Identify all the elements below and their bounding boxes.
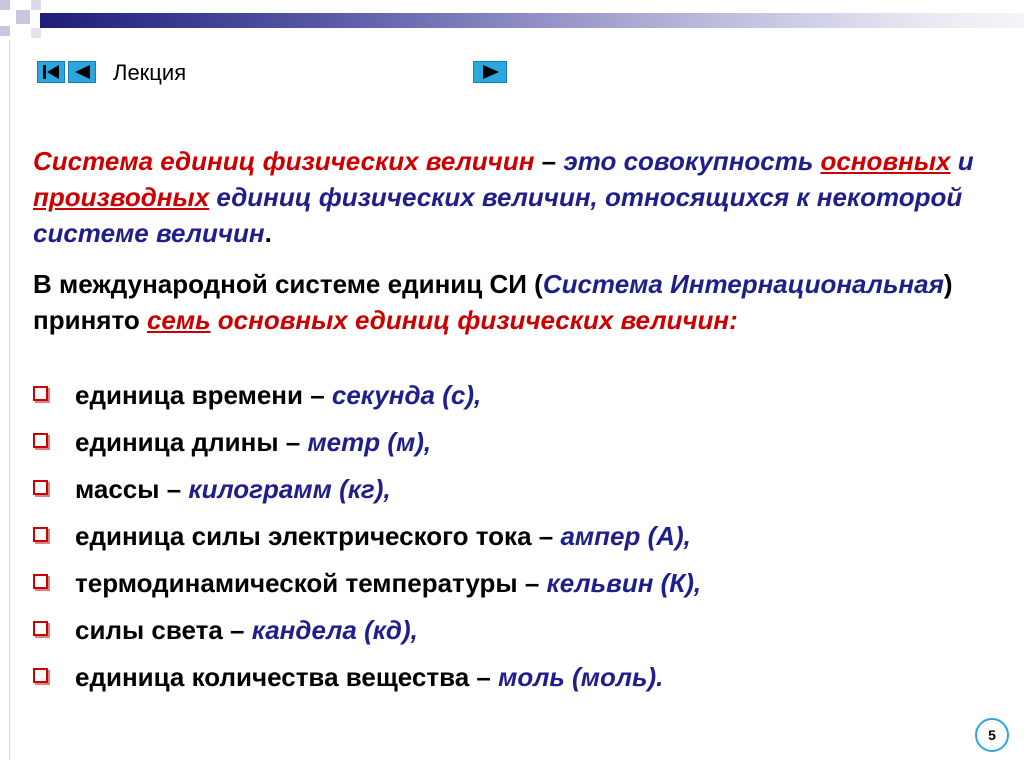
decor-square (0, 0, 10, 10)
checkbox-bullet-icon (33, 527, 48, 542)
list-item (33, 424, 701, 471)
si-text: ) принято (33, 269, 953, 335)
unit-name: кельвин (К), (546, 568, 702, 598)
lecture-label: Лекция (113, 60, 187, 85)
definition-term: Система единиц физических величин (33, 146, 535, 176)
unit-label: термодинамической температуры – (75, 568, 547, 598)
decor-square (0, 26, 10, 36)
definition-text: единиц физических величин, относящихся к некоторой системе величин (33, 182, 963, 248)
header-gradient-bar (40, 13, 1024, 28)
unit-name: метр (м), (307, 427, 432, 457)
definition-text: это совокупность (563, 146, 821, 176)
list-item (33, 377, 701, 424)
si-seven: семь (146, 305, 211, 335)
unit-name: ампер (А), (560, 521, 691, 551)
unit-label: единица силы электрического тока – (75, 521, 561, 551)
list-item (33, 471, 701, 518)
first-page-button[interactable] (37, 61, 65, 83)
checkbox-bullet-icon (33, 386, 48, 401)
definition-dot: . (264, 218, 272, 248)
unit-label: единица времени – (75, 380, 332, 410)
checkbox-bullet-icon (33, 668, 48, 683)
unit-label: силы света – (75, 615, 252, 645)
prev-page-button[interactable] (68, 61, 96, 83)
unit-label: единица количества вещества – (75, 662, 499, 692)
prev-page-icon (69, 62, 95, 82)
left-divider-line (9, 40, 10, 760)
checkbox-bullet-icon (33, 621, 48, 636)
first-page-icon (38, 62, 64, 82)
definition-basic: основных (820, 146, 951, 176)
unit-label: единица длины – (75, 427, 308, 457)
list-item (33, 518, 701, 565)
page-number-badge: 5 (975, 718, 1009, 752)
si-text: В международной системе единиц СИ ( (33, 269, 543, 299)
unit-name: кандела (кд), (251, 615, 418, 645)
checkbox-bullet-icon (33, 480, 48, 495)
unit-label: массы – (75, 474, 189, 504)
decor-square (31, 0, 41, 10)
si-units-list (33, 377, 701, 706)
next-page-button[interactable] (473, 61, 507, 83)
list-item (33, 565, 701, 612)
definition-dash: – (534, 146, 564, 176)
list-item (33, 659, 701, 706)
checkbox-bullet-icon (33, 433, 48, 448)
unit-name: секунда (с), (331, 380, 482, 410)
next-page-icon (474, 62, 506, 82)
definition-paragraph (33, 143, 993, 251)
decor-square (31, 28, 41, 38)
si-paragraph (33, 266, 993, 338)
definition-and: и (950, 146, 974, 176)
list-item (33, 612, 701, 659)
si-text: основных единиц физических величин: (210, 305, 738, 335)
decor-square (16, 10, 30, 24)
checkbox-bullet-icon (33, 574, 48, 589)
unit-name: моль (моль). (498, 662, 664, 692)
unit-name: килограмм (кг), (188, 474, 391, 504)
si-system-name: Система Интернациональная (542, 269, 944, 299)
definition-derived: производных (33, 182, 210, 212)
